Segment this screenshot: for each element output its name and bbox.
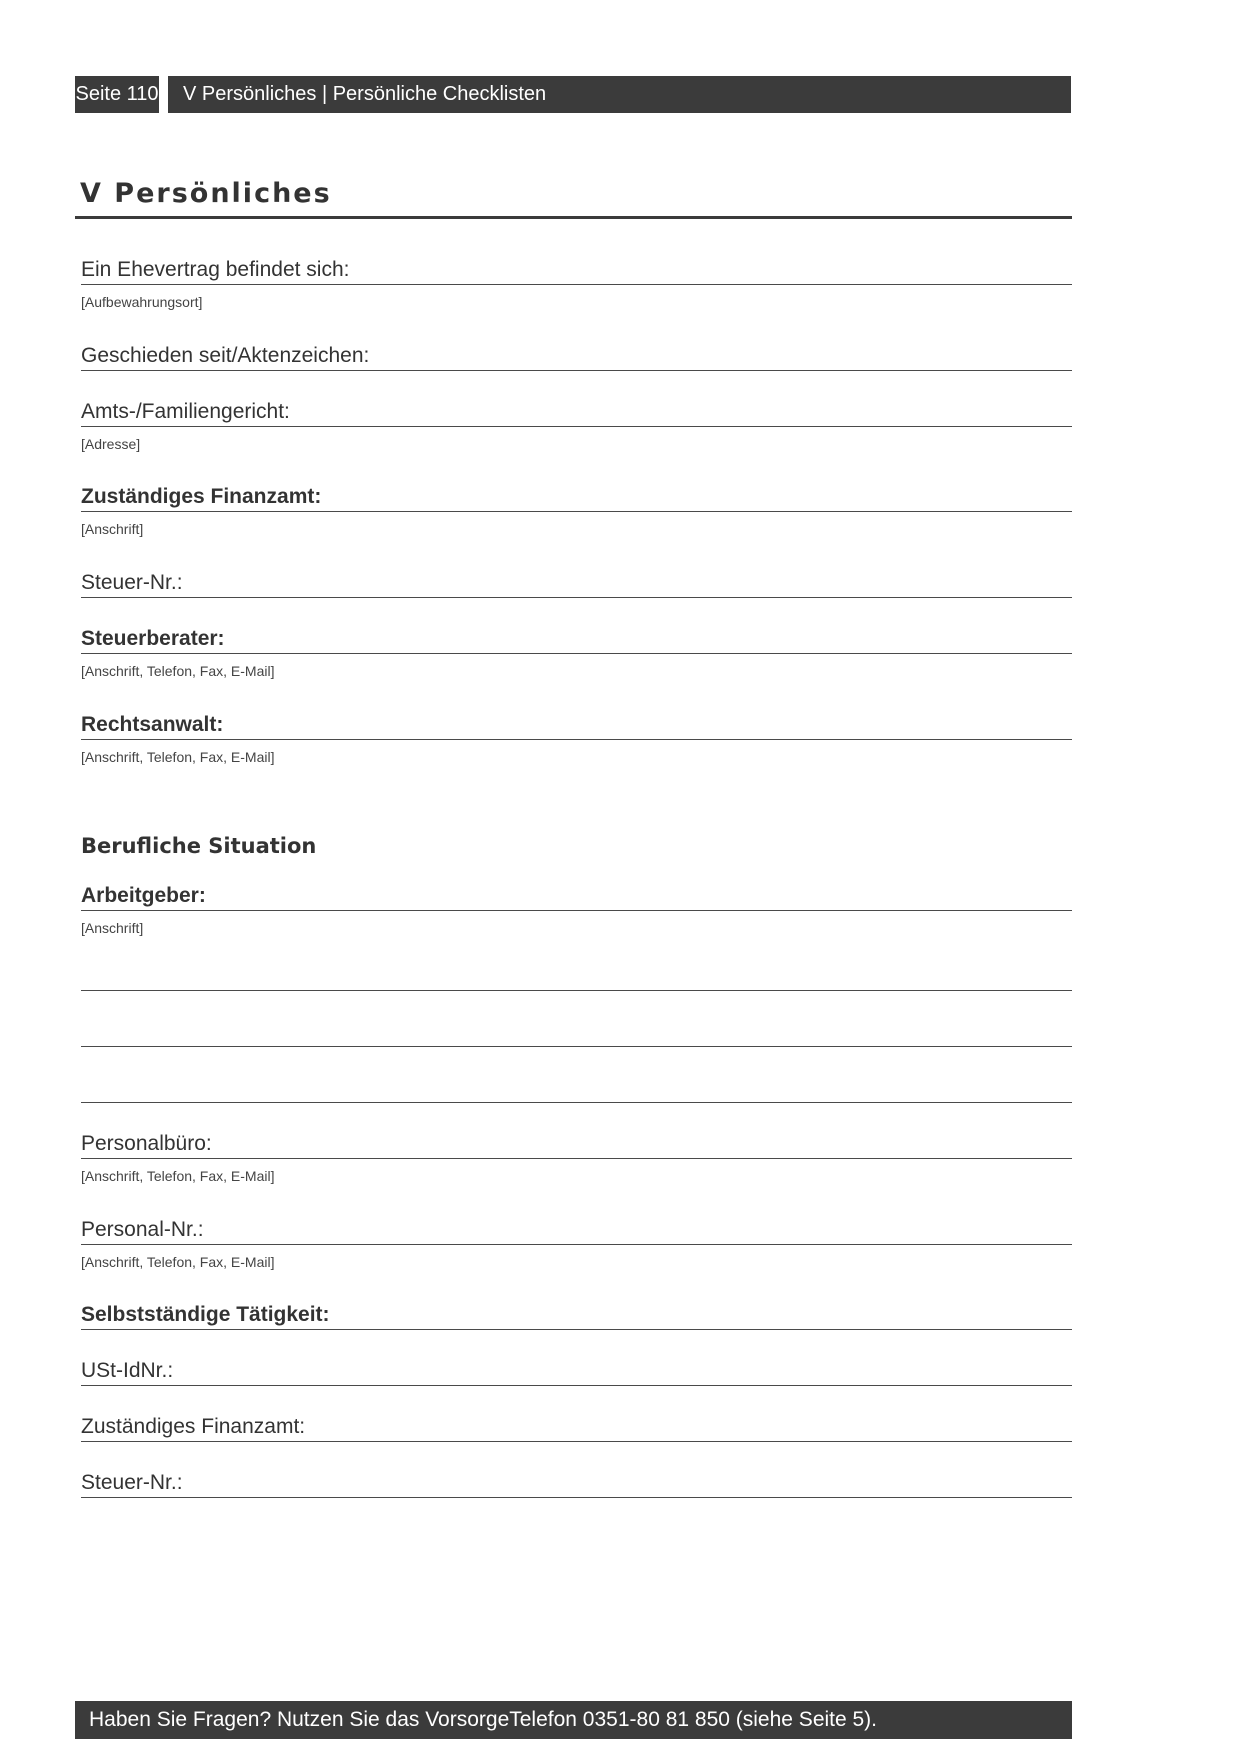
field-label: Steuer-Nr.: — [81, 1471, 183, 1494]
blank-line[interactable] — [81, 1046, 1072, 1047]
field-rechtsanwalt[interactable] — [81, 695, 1072, 740]
footer-banner: Haben Sie Fragen? Nutzen Sie das VorsorgeTelefon 0351-80 81 850 (siehe Seite 5). — [75, 1701, 1072, 1739]
field-hint: [Adresse] — [81, 436, 141, 452]
field-label: Arbeitgeber: — [81, 884, 206, 907]
field-label: Personalbüro: — [81, 1132, 212, 1155]
section-divider — [75, 216, 1072, 219]
header-section-path: V Persönliches | Persönliche Checklisten — [168, 76, 1071, 113]
field-label: Zuständiges Finanzamt: — [81, 485, 322, 508]
field-finanzamt[interactable] — [81, 467, 1072, 512]
field-steuerberater[interactable] — [81, 609, 1072, 654]
field-label: Geschieden seit/Aktenzeichen: — [81, 344, 370, 367]
field-hint: [Anschrift] — [81, 920, 144, 936]
field-selbststaendig[interactable] — [81, 1285, 1072, 1330]
field-finanzamt-selbst[interactable] — [81, 1397, 1072, 1442]
field-hint: [Anschrift] — [81, 521, 144, 537]
field-personalbuero[interactable] — [81, 1114, 1072, 1159]
section-title: V Persönliches — [80, 178, 332, 209]
field-geschieden[interactable] — [81, 326, 1072, 371]
field-hint: [Anschrift, Telefon, Fax, E-Mail] — [81, 1168, 275, 1184]
field-label: Rechtsanwalt: — [81, 713, 224, 736]
field-label: Ein Ehevertrag befindet sich: — [81, 258, 350, 281]
field-ust-idnr[interactable] — [81, 1341, 1072, 1386]
field-hint: [Anschrift, Telefon, Fax, E-Mail] — [81, 663, 275, 679]
field-ehevertrag[interactable] — [81, 240, 1072, 285]
field-hint: [Aufbewahrungsort] — [81, 294, 203, 310]
field-steuer-nr[interactable] — [81, 553, 1072, 598]
subsection-heading: Berufliche Situation — [81, 834, 317, 858]
field-label: Steuerberater: — [81, 627, 225, 650]
field-steuer-nr-selbst[interactable] — [81, 1453, 1072, 1498]
field-arbeitgeber[interactable] — [81, 866, 1072, 911]
field-familiengericht[interactable] — [81, 382, 1072, 427]
field-label: Amts-/Familiengericht: — [81, 400, 290, 423]
field-hint: [Anschrift, Telefon, Fax, E-Mail] — [81, 749, 275, 765]
field-hint: [Anschrift, Telefon, Fax, E-Mail] — [81, 1254, 275, 1270]
field-label: Selbstständige Tätigkeit: — [81, 1303, 330, 1326]
field-label: Steuer-Nr.: — [81, 571, 183, 594]
field-label: USt-IdNr.: — [81, 1359, 174, 1382]
blank-line[interactable] — [81, 1102, 1072, 1103]
field-label: Zuständiges Finanzamt: — [81, 1415, 306, 1438]
blank-line[interactable] — [81, 990, 1072, 991]
field-personal-nr[interactable] — [81, 1200, 1072, 1245]
page-number-badge: Seite 110 — [75, 76, 159, 113]
field-label: Personal-Nr.: — [81, 1218, 204, 1241]
